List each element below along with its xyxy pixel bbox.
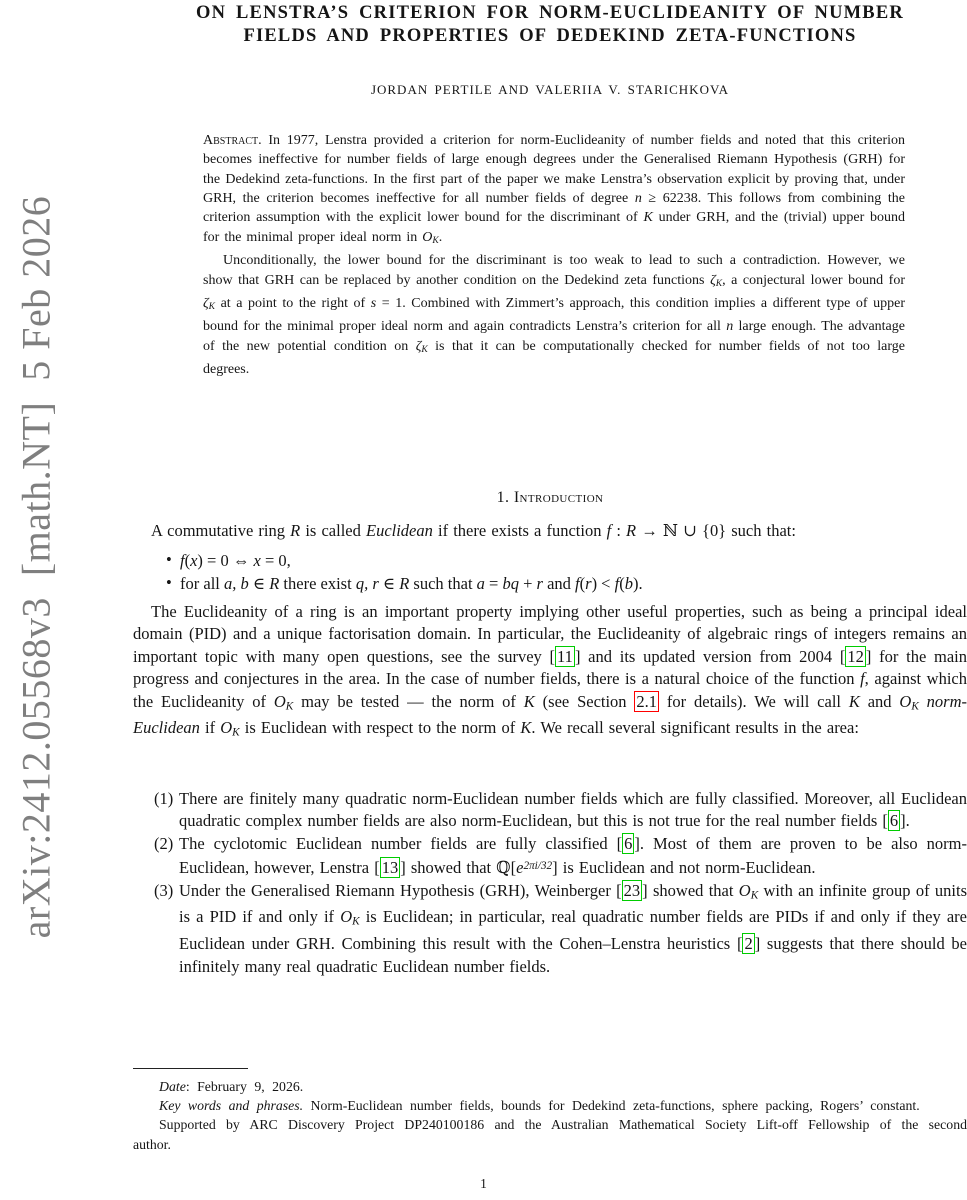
section-ref-link[interactable]: 2.1 xyxy=(636,691,658,711)
abstract-paragraph-1: Abstract. In 1977, Lenstra provided a criterion for norm-Euclideanity of number fields and noted that this criterion becomes ineffective for number fields of large enough degrees under the Generalised Riemann Hypothesis (GRH) for the Dedekind zeta-functions. In the first part of the paper we make Lenstra’s observation explicit by proving that, under GRH, the criterion becomes ineffective for all number fields of degree n ≥ 62238. This follows from combining the criterion assumption with the explicit lower bound for the discriminant of K under GRH, and the (trivial) upper bound for the minimal proper ideal norm in OK. xyxy=(203,133,905,246)
footnote-block xyxy=(133,1077,967,1154)
results-numbered-list xyxy=(133,788,967,978)
arxiv-watermark: arXiv:2412.05568v3 [math.NT] 5 Feb 2026 xyxy=(13,195,59,939)
section-number: 1. xyxy=(496,489,510,506)
citation-link[interactable]: 13 xyxy=(381,858,399,878)
section-title: Introduction xyxy=(513,489,604,506)
bullet-icon: • xyxy=(166,573,172,592)
numbered-item-2-text: The cyclotomic Euclidean number fields are fully classified [ 6 ]. Most of them are proven to be also norm-Euclidean, however, Lenstra [ 13 ] showed that $ℚ[e^{2\pi i/32}]$ is Euclidean and not norm-Euclidean. xyxy=(179,833,967,878)
intro-paragraph-1: A commutative ring R is called Euclidean if there exists a function f : R → ℕ ∪ {0} such that: xyxy=(151,521,796,540)
footnote-keywords: Key words and phrases. Norm-Euclidean number fields, bounds for Dedekind zeta-functions, sphere packing, Rogers’ constant. xyxy=(159,1098,920,1114)
citation-link[interactable]: 6 xyxy=(889,811,899,831)
citation-link[interactable]: 11 xyxy=(557,646,573,666)
numbered-item-3-text: Under the Generalised Riemann Hypothesis (GRH), Weinberger [ 23 ] showed that OK with an infinite group of units is a PID if and only if OK is Euclidean; in particular, real quadratic number fields are PIDs if and only if they are Euclidean under GRH. Combining this result with the Cohen–Lenstra heuristics [ 2 ] suggests that there should be infinitely many real quadratic Euclidean number fields. xyxy=(179,880,967,976)
bullet-item-1 xyxy=(133,549,967,572)
page-number: 1 xyxy=(480,1176,487,1191)
abstract-block xyxy=(203,131,905,380)
bullet-item-1-text: f(x) = 0 ⇔ x = 0, xyxy=(180,551,291,570)
footnote-support: Supported by ARC Discovery Project DP240100186 and the Australian Mathematical Society Lift-off Fellowship of the second author. xyxy=(133,1117,967,1152)
paper-title xyxy=(133,2,967,48)
numbered-item-1-text: There are finitely many quadratic norm-Euclidean number fields which are fully classified. Moreover, all Euclidean quadratic complex number fields are also norm-Euclidean, but this is not true for the real number fields [ 6 ]. xyxy=(179,789,967,831)
citation-link[interactable]: 12 xyxy=(847,646,864,666)
footnote-rule xyxy=(133,1068,248,1069)
numbered-item-1 xyxy=(133,788,967,833)
citation-link[interactable]: 2 xyxy=(744,934,753,954)
citation-link[interactable]: 6 xyxy=(624,833,633,853)
paper-title-line-2: FIELDS AND PROPERTIES OF DEDEKIND ZETA-FUNCTIONS xyxy=(243,26,857,46)
definition-bullet-list xyxy=(133,549,967,595)
citation-link[interactable]: 23 xyxy=(623,880,641,900)
abstract-paragraph-2: Unconditionally, the lower bound for the discriminant is too weak to lead to such a contradiction. However, we show that GRH can be replaced by another condition on the Dedekind zeta functions ζK, a conjectural lower bound for ζK at a point to the right of s = 1. Combined with Zimmert’s approach, this condition implies a different type of upper bound for the minimal proper ideal norm and again contradicts Lenstra’s criterion for all n large enough. The advantage of the new potential condition on ζK is that it can be computationally checked for number fields of not too large degrees. xyxy=(203,253,906,378)
bullet-icon: • xyxy=(166,550,172,569)
paper-title-line-1: ON LENSTRA’S CRITERION FOR NORM-EUCLIDEANITY OF NUMBER xyxy=(196,3,904,23)
numbered-item-3-marker: (3) xyxy=(154,880,174,900)
section-heading xyxy=(133,489,967,507)
authors-line: JORDAN PERTILE AND VALERIIA V. STARICHKOVA xyxy=(370,82,730,97)
numbered-item-2-marker: (2) xyxy=(154,833,174,853)
bullet-item-2 xyxy=(133,572,967,595)
footnote-date: Date: February 9, 2026. xyxy=(159,1079,304,1094)
numbered-item-2 xyxy=(133,833,967,880)
numbered-item-1-marker: (1) xyxy=(154,789,174,808)
numbered-item-3 xyxy=(133,880,967,979)
intro-paragraph-2: The Euclideanity of a ring is an important property implying other useful properties, such as being a principal ideal domain (PID) and a unique factorisation domain. In particular, the Euclideanity of algebraic rings of integers remains an important topic with many open questions, see the survey [ 11 ] and its updated version from 2004 [ 12 ] for the main progress and conjectures in the area. In the case of number fields, there is a natural choice of the function f, against which the Euclideanity of OK may be tested — the norm of K (see Section 2.1 for details). We will call K and OK norm-Euclidean if OK is Euclidean with respect to the norm of K. We recall several significant results in the area: xyxy=(133,602,967,739)
bullet-item-2-text: for all a, b ∈ R there exist q, r ∈ R such that a = bq + r and f(r) < f(b). xyxy=(180,574,643,593)
